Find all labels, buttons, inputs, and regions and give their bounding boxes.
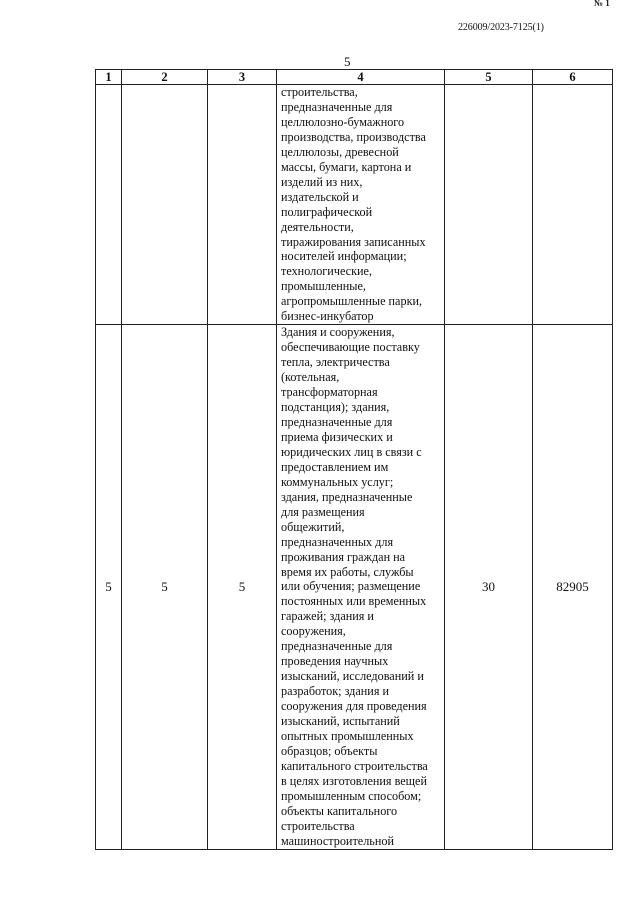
description-line: издательской и xyxy=(281,189,359,204)
cell-col3: 5 xyxy=(208,325,277,849)
description-line: объекты капитального xyxy=(281,803,398,818)
description-line: проживания граждан на xyxy=(281,549,406,564)
description-line: гаражей; здания и xyxy=(281,609,374,624)
description-line: коммунальных услуг; xyxy=(281,474,394,489)
description-line: юридических лиц в связи с xyxy=(281,444,422,459)
description-line: предоставлением им xyxy=(281,459,389,474)
corner-mark: № 1 xyxy=(594,0,610,6)
description-line: промышленным способом; xyxy=(281,788,422,803)
description-line: промышленные, xyxy=(281,279,366,294)
header-cell: 6 xyxy=(533,70,613,85)
description-line: трансформаторная xyxy=(281,385,378,400)
description-line: бизнес-инкубатор xyxy=(281,309,374,324)
description-line: здания, предназначенные xyxy=(281,489,413,504)
description-line: носителей информации; xyxy=(281,249,407,264)
cell-description xyxy=(277,325,445,849)
description-line: сооружения для проведения xyxy=(281,699,427,714)
page-number: 5 xyxy=(344,54,351,69)
cell-col2: 5 xyxy=(122,325,208,849)
header-cell: 2 xyxy=(122,70,208,85)
description-line: для размещения xyxy=(281,504,365,519)
description-line: приема физических и xyxy=(281,429,393,444)
land-use-table xyxy=(95,69,613,850)
description-line: изысканий, исследований и xyxy=(281,669,424,684)
description-line: или обучения; размещение xyxy=(281,579,421,594)
cell-col1: 5 xyxy=(96,325,122,849)
description-line: строительства, xyxy=(281,85,358,99)
header-cell: 1 xyxy=(96,70,122,85)
description-line: сооружения, xyxy=(281,624,346,639)
description-line: целлюлозно-бумажного xyxy=(281,114,405,129)
description-line: агропромышленные парки, xyxy=(281,294,423,309)
description-line: изделий из них, xyxy=(281,174,363,189)
description-line: общежитий, xyxy=(281,519,345,534)
cell-col6 xyxy=(533,85,613,325)
description-line: капитального строительства xyxy=(281,758,428,773)
description-line: производства, производства xyxy=(281,129,426,144)
description-line: время их работы, службы xyxy=(281,564,414,579)
description-line: технологические, xyxy=(281,264,372,279)
table-row xyxy=(96,325,613,849)
description-line: Здания и сооружения, xyxy=(281,325,395,340)
description-line: разработок; здания и xyxy=(281,684,389,699)
table-row xyxy=(96,85,613,325)
description-line: изысканий, испытаний xyxy=(281,714,400,729)
description-line: обеспечивающие поставку xyxy=(281,340,420,355)
description-line: постоянных или временных xyxy=(281,594,427,609)
description-line: образцов; объекты xyxy=(281,743,378,758)
description-line: машиностроительной xyxy=(281,833,394,848)
description-line: тепла, электричества xyxy=(281,355,390,370)
header-row xyxy=(96,70,613,85)
description-line: предназначенные для xyxy=(281,99,393,114)
description-line: предназначенных для xyxy=(281,534,394,549)
description-line: целлюлозы, древесной xyxy=(281,144,399,159)
header-cell: 5 xyxy=(445,70,533,85)
description-line: деятельности, xyxy=(281,219,354,234)
description-line: полиграфической xyxy=(281,204,373,219)
description-line: (котельная, xyxy=(281,370,340,385)
description-line: проведения научных xyxy=(281,654,389,669)
description-line: строительства xyxy=(281,818,355,833)
cell-col5: 30 xyxy=(445,325,533,849)
cell-col1 xyxy=(96,85,122,325)
cell-description xyxy=(277,85,445,325)
description-line: тиражирования записанных xyxy=(281,234,426,249)
cell-col2 xyxy=(122,85,208,325)
cell-col5 xyxy=(445,85,533,325)
header-cell: 3 xyxy=(208,70,277,85)
description-line: предназначенные для xyxy=(281,639,393,654)
header-cell: 4 xyxy=(277,70,445,85)
description-line: в целях изготовления вещей xyxy=(281,773,427,788)
description-line: массы, бумаги, картона и xyxy=(281,159,412,174)
description-line: опытных промышленных xyxy=(281,728,414,743)
cell-col6: 82905 xyxy=(533,325,613,849)
cell-col3 xyxy=(208,85,277,325)
description-line: подстанция); здания, xyxy=(281,400,390,415)
description-line: предназначенные для xyxy=(281,414,393,429)
document-reference: 226009/2023-7125(1) xyxy=(458,22,544,33)
